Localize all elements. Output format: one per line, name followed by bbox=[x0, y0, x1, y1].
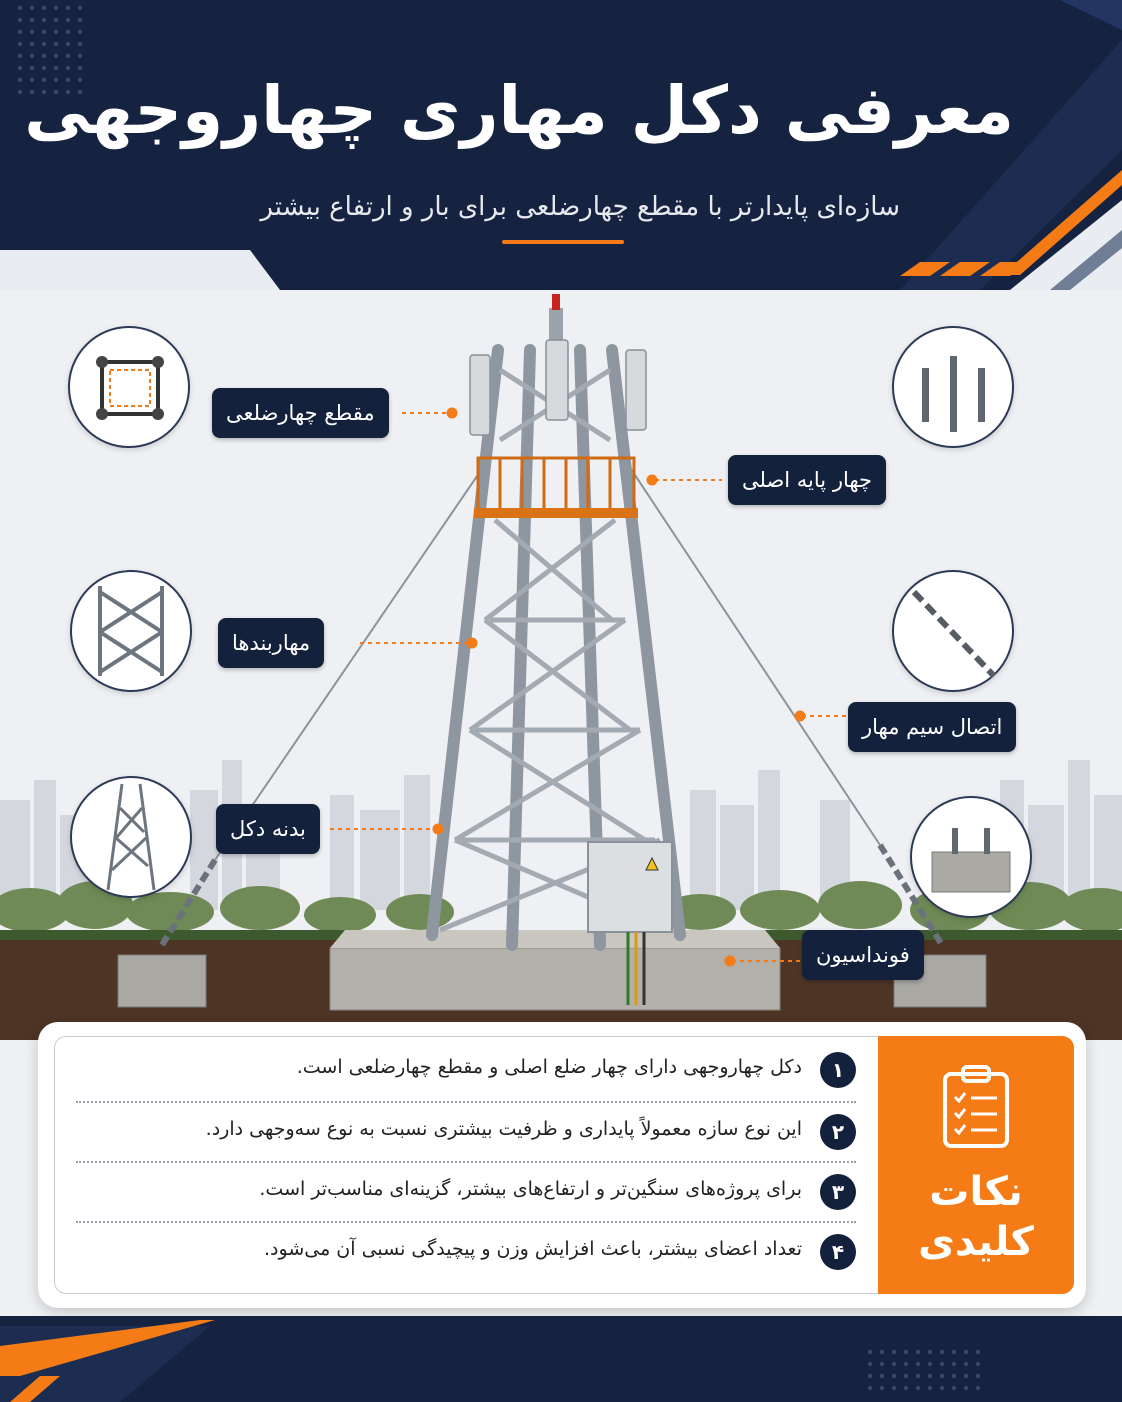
key-point-number: ۱ bbox=[820, 1052, 856, 1088]
label-square-section: مقطع چهارضلعی bbox=[212, 388, 389, 438]
checklist-icon bbox=[941, 1064, 1011, 1150]
key-point-2 bbox=[76, 1102, 856, 1162]
foundation-slab bbox=[330, 948, 780, 1010]
foundation-circle bbox=[910, 796, 1032, 918]
key-points-title-line1: نکات bbox=[929, 1169, 1023, 1215]
equipment-cabinet bbox=[588, 842, 672, 932]
chain-circle bbox=[892, 570, 1014, 692]
footer-decoration bbox=[0, 1316, 1122, 1402]
chain-icon bbox=[894, 572, 1012, 690]
tower-body-icon bbox=[72, 778, 190, 896]
label-main-legs: چهار پایه اصلی bbox=[728, 455, 886, 505]
key-point-text: این نوع سازه معمولاً پایداری و ظرفیت بیشتری نسبت به نوع سه‌وجهی دارد. bbox=[205, 1118, 802, 1140]
legs-icon bbox=[894, 328, 1012, 446]
key-point-number: ۳ bbox=[820, 1174, 856, 1210]
key-point-4 bbox=[76, 1222, 856, 1282]
tower-body-circle bbox=[70, 776, 192, 898]
foundation-icon bbox=[912, 798, 1030, 916]
beacon-icon bbox=[552, 294, 560, 310]
key-point-number: ۴ bbox=[820, 1234, 856, 1270]
page-subtitle: سازه‌ای پایدارتر با مقطع چهارضلعی برای بار و ارتفاع بیشتر bbox=[260, 192, 900, 222]
label-tower-body: بدنه دکل bbox=[216, 804, 320, 854]
key-point-text: برای پروژه‌های سنگین‌تر و ارتفاع‌های بیشتر، گزینه‌ای مناسب‌تر است. bbox=[259, 1178, 802, 1200]
square-section-circle bbox=[68, 326, 190, 448]
bracing-icon bbox=[72, 572, 190, 690]
legs-circle bbox=[892, 326, 1014, 448]
key-points-title-line2: کلیدی bbox=[918, 1219, 1034, 1265]
key-point-text: دکل چهاروجهی دارای چهار ضلع اصلی و مقطع چهارضلعی است. bbox=[296, 1056, 802, 1078]
key-points-panel bbox=[878, 1036, 1074, 1294]
square-section-icon bbox=[70, 328, 188, 446]
platform-floor bbox=[474, 508, 638, 518]
bracing-circle bbox=[70, 570, 192, 692]
key-point-1 bbox=[76, 1040, 856, 1100]
key-points-card bbox=[38, 1022, 1086, 1308]
footer-banner bbox=[0, 1316, 1122, 1402]
key-point-3 bbox=[76, 1162, 856, 1222]
label-bracing: مهاربندها bbox=[218, 618, 324, 668]
key-point-text: تعداد اعضای بیشتر، باعث افزایش وزن و پیچیدگی نسبی آن می‌شود. bbox=[264, 1238, 802, 1260]
label-guy-connection: اتصال سیم مهار bbox=[848, 702, 1016, 752]
anchor-block-left bbox=[118, 955, 206, 1007]
platform-railing bbox=[478, 458, 634, 510]
key-point-number: ۲ bbox=[820, 1114, 856, 1150]
label-foundation: فونداسیون bbox=[802, 930, 924, 980]
page-title: معرفی دکل مهاری چهاروجهی bbox=[24, 72, 1014, 149]
